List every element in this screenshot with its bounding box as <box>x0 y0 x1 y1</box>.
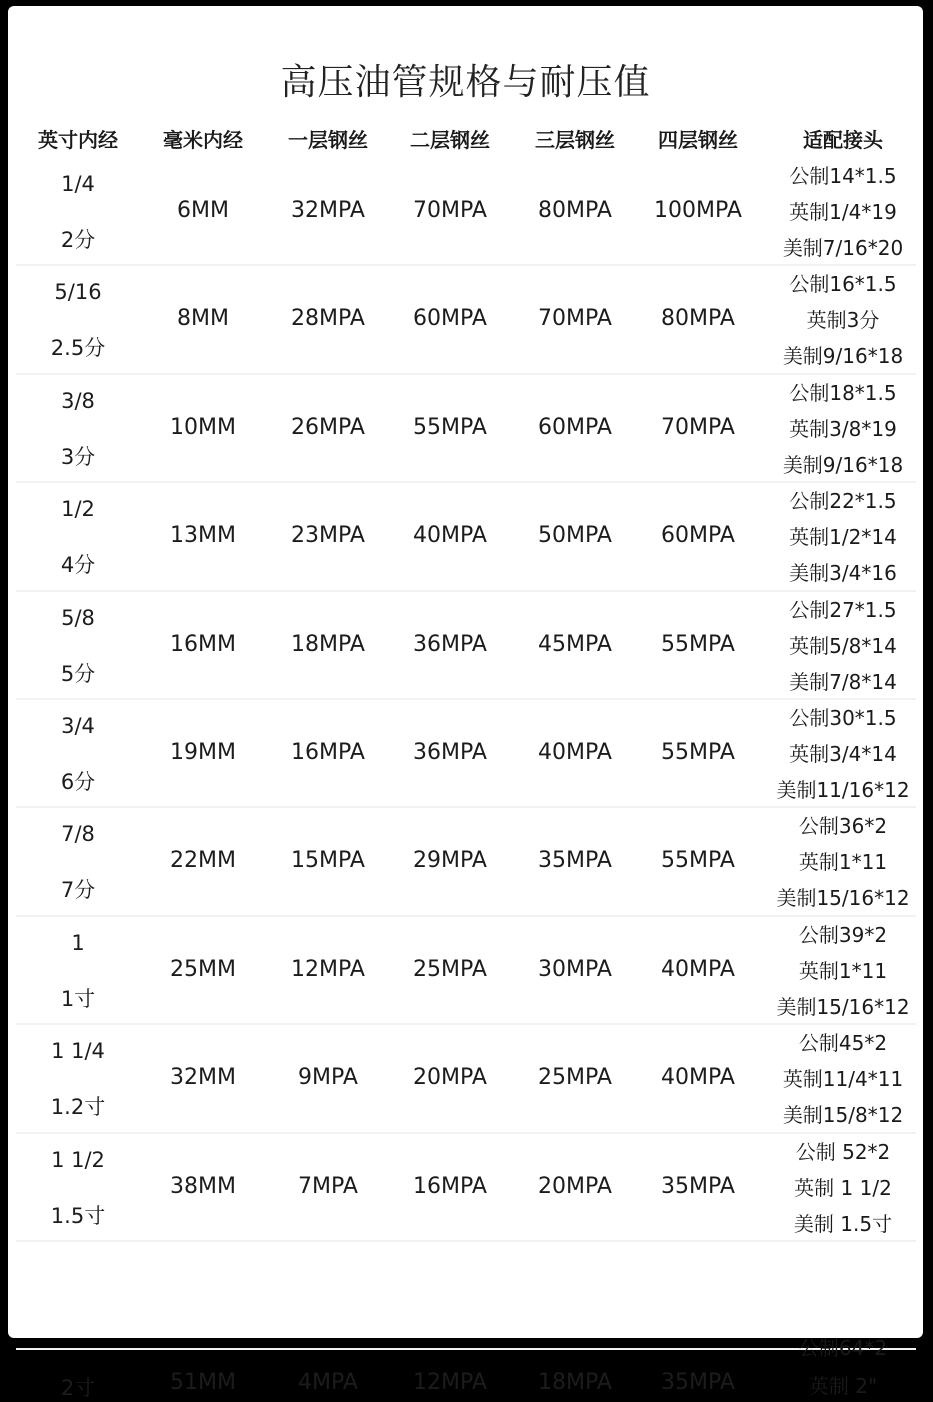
pressure-l1: 28MPA <box>291 306 365 332</box>
fen-size: 3分 <box>60 444 96 469</box>
pressure-l4: 40MPA <box>661 956 735 982</box>
pressure-l1: 7MPA <box>298 1173 358 1199</box>
table-row <box>8 266 923 374</box>
table-header <box>8 124 923 160</box>
fitting-spec: 英制5/8*14 <box>789 633 897 658</box>
pressure-l3: 60MPA <box>538 414 612 440</box>
pressure-l4: 100MPA <box>654 198 742 223</box>
pressure-l2: 20MPA <box>413 1065 487 1091</box>
pressure-l2: 36MPA <box>413 740 487 765</box>
inch-size: 5/16 <box>54 280 102 305</box>
pressure-l2: 12MPA <box>413 1370 487 1395</box>
fitting-spec: 公制36*2 <box>798 814 888 839</box>
fitting-spec: 美制9/16*18 <box>782 344 904 369</box>
fitting-spec: 美制15/16*12 <box>776 886 910 911</box>
header-mm-id: 毫米内经 <box>163 128 243 152</box>
fen-size: 7分 <box>60 878 96 903</box>
pressure-l1: 12MPA <box>291 956 365 982</box>
fitting-spec: 英制 2" <box>808 1374 878 1398</box>
table-row <box>8 158 923 266</box>
pressure-l2: 70MPA <box>413 198 487 223</box>
fitting-spec: 公制22*1.5 <box>789 489 897 514</box>
fitting-spec: 英制1/2*14 <box>789 525 897 550</box>
fitting-spec: 美制15/8*12 <box>782 1103 904 1128</box>
pressure-l3: 70MPA <box>538 306 612 332</box>
fitting-spec: 英制1/4*19 <box>789 200 897 224</box>
fen-size: 2分 <box>60 228 96 252</box>
spec-sheet <box>8 6 923 1400</box>
pressure-l4: 35MPA <box>661 1370 735 1395</box>
header-layer-4: 四层钢丝 <box>658 128 738 152</box>
pressure-l3: 80MPA <box>538 198 612 223</box>
inch-size: 7/8 <box>61 822 95 847</box>
table-row <box>8 1134 923 1242</box>
fitting-spec: 美制9/16*18 <box>782 452 904 477</box>
fitting-spec: 公制64*2 <box>798 1336 888 1360</box>
pressure-l1: 32MPA <box>291 198 365 223</box>
fen-size: 5分 <box>60 661 96 686</box>
fitting-spec: 英制3分 <box>806 308 880 333</box>
pressure-l3: 25MPA <box>538 1065 612 1091</box>
fen-size: 2寸 <box>60 1376 96 1400</box>
pressure-l4: 55MPA <box>661 848 735 874</box>
fitting-spec: 公制39*2 <box>798 922 888 947</box>
pressure-l1: 23MPA <box>291 523 365 549</box>
fitting-spec: 英制3/8*19 <box>789 416 897 441</box>
inch-size: 1 <box>71 930 85 955</box>
mm-size: 10MM <box>170 414 236 440</box>
fitting-spec: 美制11/16*12 <box>776 778 910 802</box>
pressure-l3: 45MPA <box>538 631 612 657</box>
pressure-l2: 60MPA <box>413 306 487 332</box>
pressure-l2: 25MPA <box>413 956 487 982</box>
header-fitting: 适配接头 <box>803 128 883 152</box>
pressure-l1: 9MPA <box>298 1065 358 1091</box>
header-layer-1: 一层钢丝 <box>288 128 368 152</box>
mm-size: 8MM <box>177 306 229 332</box>
mm-size: 25MM <box>170 956 236 982</box>
fitting-spec: 美制 1.5寸 <box>793 1211 893 1236</box>
table-row <box>8 483 923 591</box>
pressure-l2: 55MPA <box>413 414 487 440</box>
table-row <box>8 700 923 808</box>
fitting-spec: 英制11/4*11 <box>782 1067 904 1092</box>
table-row <box>8 1242 923 1400</box>
fitting-spec: 美制15/16*12 <box>776 994 910 1019</box>
inch-size: 1/4 <box>61 172 95 196</box>
fitting-spec: 英制1*11 <box>798 958 888 983</box>
fitting-spec: 公制 52*2 <box>795 1139 891 1164</box>
fitting-spec: 英制3/4*14 <box>789 742 897 766</box>
pressure-l4: 80MPA <box>661 306 735 332</box>
pressure-l1: 18MPA <box>291 631 365 657</box>
fitting-spec: 公制27*1.5 <box>789 597 897 622</box>
fitting-spec: 美制3/4*16 <box>789 561 897 586</box>
pressure-l3: 35MPA <box>538 848 612 874</box>
pressure-l1: 26MPA <box>291 414 365 440</box>
inch-size: 3/4 <box>61 714 95 738</box>
fitting-spec: 公制14*1.5 <box>789 164 897 188</box>
pressure-l2: 36MPA <box>413 631 487 657</box>
pressure-l3: 30MPA <box>538 956 612 982</box>
table-row <box>8 917 923 1025</box>
pressure-l2: 16MPA <box>413 1173 487 1199</box>
pressure-l1: 4MPA <box>298 1370 358 1395</box>
fitting-spec: 英制1*11 <box>798 850 888 875</box>
table-row <box>8 375 923 483</box>
fitting-spec: 公制30*1.5 <box>789 706 897 730</box>
fen-size: 4分 <box>60 553 96 578</box>
table-row <box>8 592 923 700</box>
fen-size: 1.2寸 <box>50 1095 106 1120</box>
fitting-spec: 美制7/8*14 <box>789 669 897 694</box>
fitting-spec: 公制18*1.5 <box>789 380 897 405</box>
fitting-spec: 公制45*2 <box>798 1031 888 1056</box>
pressure-l4: 70MPA <box>661 414 735 440</box>
inch-size: 3/8 <box>61 388 95 413</box>
pressure-l4: 55MPA <box>661 631 735 657</box>
mm-size: 22MM <box>170 848 236 874</box>
fen-size: 1.5寸 <box>50 1203 106 1228</box>
pressure-l3: 20MPA <box>538 1173 612 1199</box>
pressure-l1: 15MPA <box>291 848 365 874</box>
inch-size: 5/8 <box>61 605 95 630</box>
pressure-l3: 50MPA <box>538 523 612 549</box>
fen-size: 1寸 <box>60 986 96 1011</box>
header-layer-3: 三层钢丝 <box>535 128 615 152</box>
inch-size: 1 1/2 <box>51 1147 105 1172</box>
fitting-spec: 公制16*1.5 <box>789 272 897 297</box>
mm-size: 13MM <box>170 523 236 549</box>
pressure-l1: 16MPA <box>291 740 365 765</box>
inch-size: 1 1/4 <box>51 1039 105 1064</box>
pressure-l3: 40MPA <box>538 740 612 765</box>
page-title: 高压油管规格与耐压值 <box>280 62 651 103</box>
pressure-l2: 40MPA <box>413 523 487 549</box>
mm-size: 38MM <box>170 1173 236 1199</box>
header-layer-2: 二层钢丝 <box>410 128 490 152</box>
mm-size: 16MM <box>170 631 236 657</box>
header-inch-id: 英寸内经 <box>38 128 118 152</box>
mm-size: 51MM <box>170 1370 236 1395</box>
mm-size: 32MM <box>170 1065 236 1091</box>
mm-size: 19MM <box>170 740 236 765</box>
pressure-l4: 40MPA <box>661 1065 735 1091</box>
inch-size: 1/2 <box>61 497 95 522</box>
pressure-l2: 29MPA <box>413 848 487 874</box>
mm-size: 6MM <box>177 198 229 223</box>
table-row <box>8 808 923 916</box>
pressure-l3: 18MPA <box>538 1370 612 1395</box>
fitting-spec: 英制 1 1/2 <box>794 1175 892 1200</box>
fen-size: 2.5分 <box>50 336 106 361</box>
pressure-l4: 55MPA <box>661 740 735 765</box>
fitting-spec: 美制7/16*20 <box>782 236 904 260</box>
table-row <box>8 1025 923 1133</box>
fen-size: 6分 <box>60 770 96 794</box>
pressure-l4: 35MPA <box>661 1173 735 1199</box>
pressure-l4: 60MPA <box>661 523 735 549</box>
